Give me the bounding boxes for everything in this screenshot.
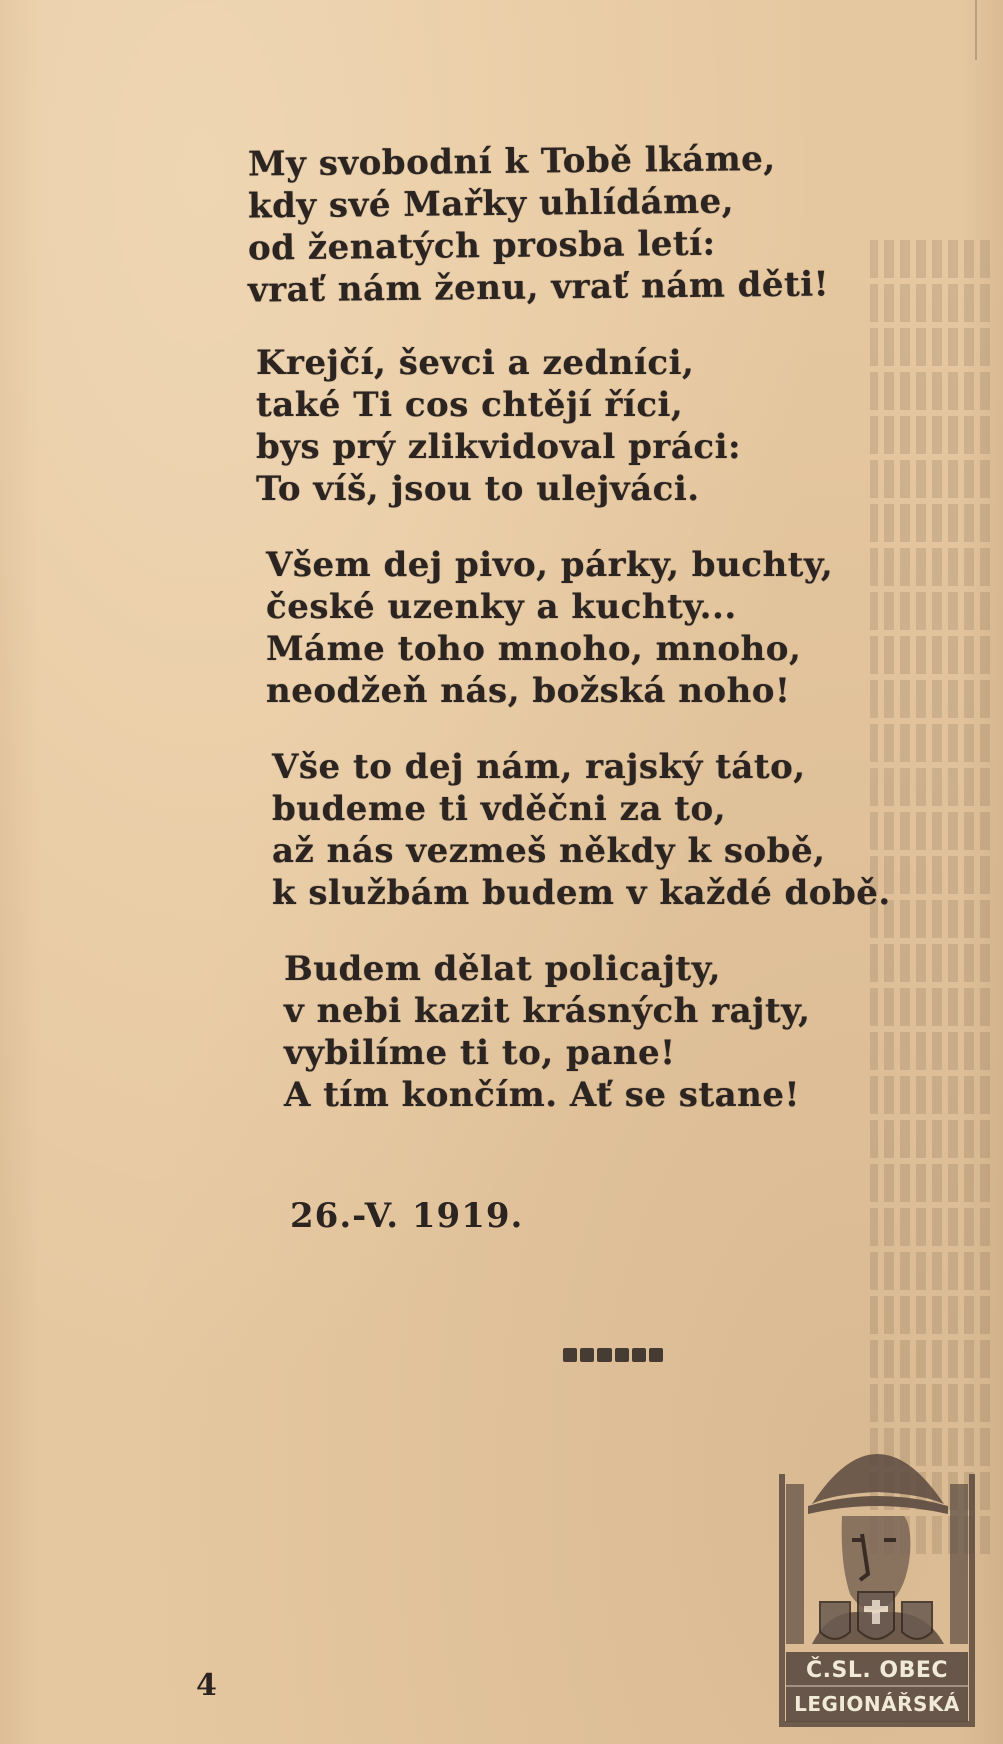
poem-line: české uzenky a kuchty... (266, 587, 737, 627)
poem-line: Máme toho mnoho, mnoho, (266, 629, 802, 669)
paper-fold-mark (975, 0, 977, 60)
stamp-label-top: Č.SL. OBEC (805, 1658, 949, 1683)
poem-line: bys prý zlikvidoval práci: (256, 427, 742, 467)
stanza (248, 746, 928, 914)
poem-line: Budem dělat policajty, (284, 949, 721, 989)
poem-line: My svobodní k Tobě lkáme, (247, 139, 776, 185)
poem-line: k službám budem v každé době. (272, 873, 891, 913)
poem-line: Krejčí, ševci a zedníci, (256, 343, 695, 383)
poem-line: také Ti cos chtějí říci, (256, 385, 684, 425)
poem-line: vybilíme ti to, pane! (284, 1033, 676, 1073)
stanza (247, 139, 928, 311)
poem-line: až nás vezmeš někdy k sobě, (272, 831, 826, 871)
poem-line: To víš, jsou to ulejváci. (256, 469, 700, 509)
stanza (248, 342, 928, 510)
poem-line: Všem dej pivo, párky, buchty, (266, 545, 834, 585)
poem-line: A tím končím. Ať se stane! (284, 1075, 800, 1115)
legion-stamp-logo (772, 1394, 982, 1732)
stamp-label-bottom: LEGIONÁŘSKÁ (794, 1692, 960, 1716)
stanza (248, 544, 928, 712)
poem-line: v nebi kazit krásných rajty, (284, 991, 811, 1031)
ornament-divider (563, 1348, 663, 1362)
poem-date: 26.-V. 1919. (290, 1196, 524, 1236)
poem-line: budeme ti vděčni za to, (272, 789, 727, 829)
poem-line: kdy své Mařky uhlídáme, (247, 181, 735, 227)
poem-line: vrať nám ženu, vrať nám děti! (247, 264, 830, 311)
stanza (248, 948, 928, 1116)
poem-line: Vše to dej nám, rajský táto, (272, 747, 806, 787)
poem (248, 140, 928, 1150)
page-number: 4 (196, 1668, 217, 1703)
poem-line: neodžeň nás, božská noho! (266, 671, 791, 711)
poem-line: od ženatých prosba letí: (247, 223, 716, 269)
